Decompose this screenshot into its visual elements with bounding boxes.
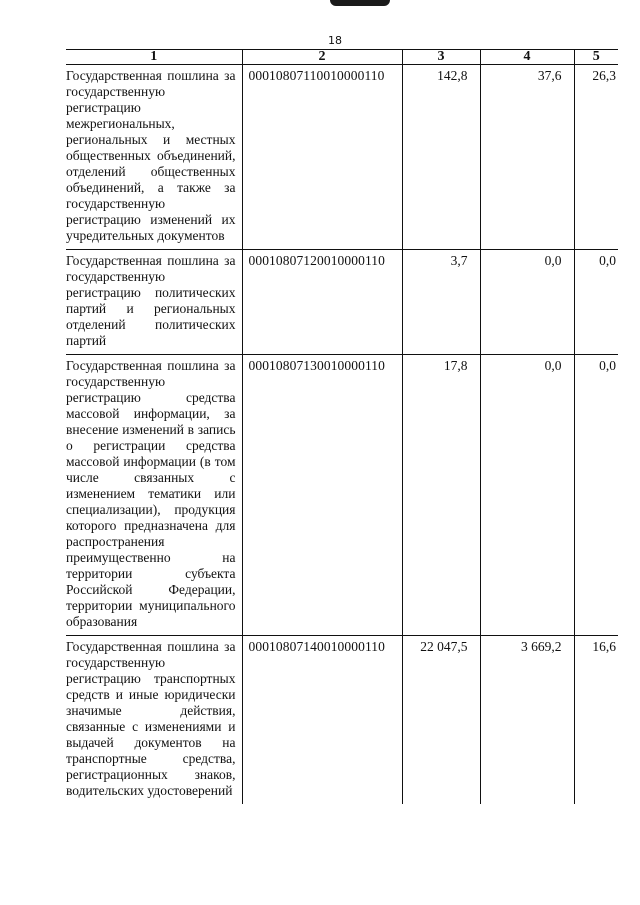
value-col3-cell: 17,8 (402, 355, 480, 636)
table-row (66, 355, 618, 636)
revenue-name-cell: Государственная пошлина за государственную регистрацию политических партий и региональных отделений политических партий (66, 250, 242, 355)
budget-code-cell: 00010807120010000110 (242, 250, 402, 355)
page-number: 18 (328, 34, 342, 47)
budget-code-cell: 00010807130010000110 (242, 355, 402, 636)
value-col5-cell: 16,6 (574, 636, 618, 805)
column-header-5: 5 (574, 50, 618, 65)
value-col5-cell: 0,0 (574, 355, 618, 636)
budget-code-cell: 00010807110010000110 (242, 65, 402, 250)
budget-revenue-table (66, 49, 618, 804)
value-col4-cell: 0,0 (480, 355, 574, 636)
revenue-name-cell: Государственная пошлина за государственную регистрацию межрегиональных, региональных и местных общественных объединений, отделений общественных объединений, а также за государственную регистрацию изменений их учредительных документов (66, 65, 242, 250)
value-col4-cell: 0,0 (480, 250, 574, 355)
revenue-name-cell: Государственная пошлина за государственную регистрацию транспортных средств и иные юридически значимые действия, связанные с изменениями и выдачей документов на транспортные средства, регистрационных знаков, водительских удостоверений (66, 636, 242, 805)
value-col3-cell: 22 047,5 (402, 636, 480, 805)
column-header-1: 1 (66, 50, 242, 65)
value-col5-cell: 0,0 (574, 250, 618, 355)
table-row (66, 250, 618, 355)
header-row (66, 50, 618, 65)
column-header-4: 4 (480, 50, 574, 65)
value-col4-cell: 3 669,2 (480, 636, 574, 805)
budget-code-cell: 00010807140010000110 (242, 636, 402, 805)
column-header-3: 3 (402, 50, 480, 65)
revenue-name-cell: Государственная пошлина за государственную регистрацию средства массовой информации, за внесение изменений в запись о регистрации средства массовой информации (в том числе связанных с изменением тематики или специализации), продукция которого предназначена для распространения преимущественно на территории субъекта Российской Федерации, территории муниципального образования (66, 355, 242, 636)
value-col3-cell: 142,8 (402, 65, 480, 250)
value-col4-cell: 37,6 (480, 65, 574, 250)
scan-edge-mark (330, 0, 390, 6)
table-row (66, 636, 618, 805)
table-row (66, 65, 618, 250)
column-header-2: 2 (242, 50, 402, 65)
value-col3-cell: 3,7 (402, 250, 480, 355)
value-col5-cell: 26,3 (574, 65, 618, 250)
